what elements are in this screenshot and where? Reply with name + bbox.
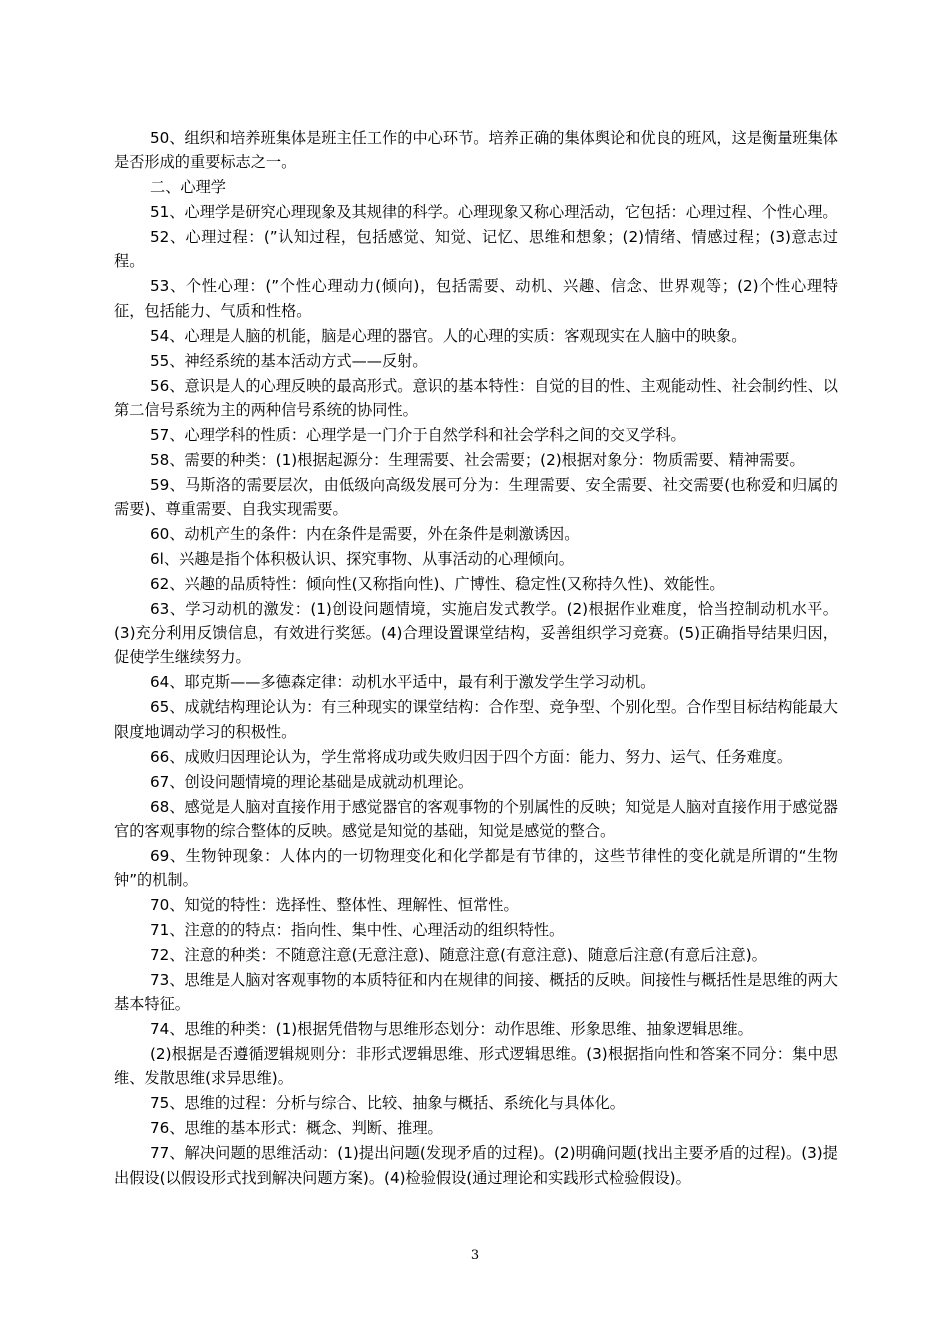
paragraph-75: 75、思维的过程：分析与综合、比较、抽象与概括、系统化与具体化。 [150,1094,625,1113]
paragraph-54: 54、心理是人脑的机能，脑是心理的器官。人的心理的实质：客观现实在人脑中的映象。 [150,326,747,345]
paragraph-66: 66、成败归因理论认为，学生常将成功或失败归因于四个方面：能力、努力、运气、任务难度。 [150,747,793,766]
section-heading-psychology: 二、心理学 [150,178,226,197]
paragraph-72: 72、注意的种类：不随意注意(无意注意)、随意注意(有意注意)、随意后注意(有意后注意)。 [150,946,767,965]
paragraph-60: 60、动机产生的条件：内在条件是需要，外在条件是刺激诱因。 [150,525,580,544]
paragraph-51: 51、心理学是研究心理现象及其规律的科学。心理现象又称心理活动，它包括：心理过程、个性心理。 [150,203,838,222]
paragraph-65: 65、成就结构理论认为：有三种现实的课堂结构：合作型、竞争型、个别化型。合作型目标结构能最大限度地调动学习的积极性。 [114,698,838,741]
paragraph-77: 77、解决问题的思维活动：(1)提出问题(发现矛盾的过程)。(2)明确问题(找出主要矛盾的过程)。(3)提出假设(以假设形式找到解决问题方案)。(4)检验假设(通过理论和实践形式检验假设)。 [114,1144,838,1187]
paragraph-71: 71、注意的的特点：指向性、集中性、心理活动的组织特性。 [150,921,565,940]
paragraph-52: 52、心理过程：(”认知过程，包括感觉、知觉、记忆、思维和想象；(2)情绪、情感过程；(3)意志过程。 [114,228,838,271]
paragraph-55: 55、神经系统的基本活动方式——反射。 [150,351,428,370]
paragraph-68: 68、感觉是人脑对直接作用于感觉器官的客观事物的个别属性的反映；知觉是人脑对直接作用于感觉器官的客观事物的综合整体的反映。感觉是知觉的基础，知觉是感觉的整合。 [114,797,838,840]
paragraph-63: 63、学习动机的激发：(1)创设问题情境，实施启发式教学。(2)根据作业难度，恰当控制动机水平。(3)充分利用反馈信息，有效进行奖惩。(4)合理设置课堂结构，妥善组织学习竞赛。(5)正确指导结果归因，促使学生继续努力。 [114,600,838,667]
document-body [114,126,838,1191]
paragraph-53: 53、个性心理：(”个性心理动力(倾向)，包括需要、动机、兴趣、信念、世界观等；(2)个性心理特征，包括能力、气质和性格。 [114,277,838,320]
paragraph-56: 56、意识是人的心理反映的最高形式。意识的基本特性：自觉的目的性、主观能动性、社会制约性、以第二信号系统为主的两种信号系统的协同性。 [114,376,838,419]
paragraph-57: 57、心理学科的性质：心理学是一门介于自然学科和社会学科之间的交叉学科。 [150,425,686,444]
paragraph-70: 70、知觉的特性：选择性、整体性、理解性、恒常性。 [150,896,519,915]
paragraph-62: 62、兴趣的品质特性：倾向性(又称指向性)、广博性、稳定性(又称持久性)、效能性。 [150,575,725,594]
paragraph-74-continued: (2)根据是否遵循逻辑规则分：非形式逻辑思维、形式逻辑思维。(3)根据指向性和答案不同分：集中思维、发散思维(求异思维)。 [114,1045,838,1088]
page-number: 3 [470,1248,480,1263]
paragraph-74: 74、思维的种类：(1)根据凭借物与思维形态划分：动作思维、形象思维、抽象逻辑思维。 [150,1020,753,1039]
paragraph-61: 6l、兴趣是指个体积极认识、探究事物、从事活动的心理倾向。 [150,550,574,569]
paragraph-73: 73、思维是人脑对客观事物的本质特征和内在规律的间接、概括的反映。间接性与概括性是思维的两大基本特征。 [114,971,838,1014]
paragraph-64: 64、耶克斯——多德森定律：动机水平适中，最有利于激发学生学习动机。 [150,673,656,692]
paragraph-59: 59、马斯洛的需要层次，由低级向高级发展可分为：生理需要、安全需要、社交需要(也称爱和归属的需要)、尊重需要、自我实现需要。 [114,475,838,519]
paragraph-50: 50、组织和培养班集体是班主任工作的中心环节。培养正确的集体舆论和优良的班风，这是衡量班集体是否形成的重要标志之一。 [114,129,838,172]
paragraph-76: 76、思维的基本形式：概念、判断、推理。 [150,1119,443,1138]
paragraph-69: 69、生物钟现象：人体内的一切物理变化和化学都是有节律的，这些节律性的变化就是所谓的“生物钟”的机制。 [114,846,838,890]
paragraph-67: 67、创设问题情境的理论基础是成就动机理论。 [150,772,474,791]
paragraph-58: 58、需要的种类：(1)根据起源分：生理需要、社会需要；(2)根据对象分：物质需要、精神需要。 [150,450,805,469]
